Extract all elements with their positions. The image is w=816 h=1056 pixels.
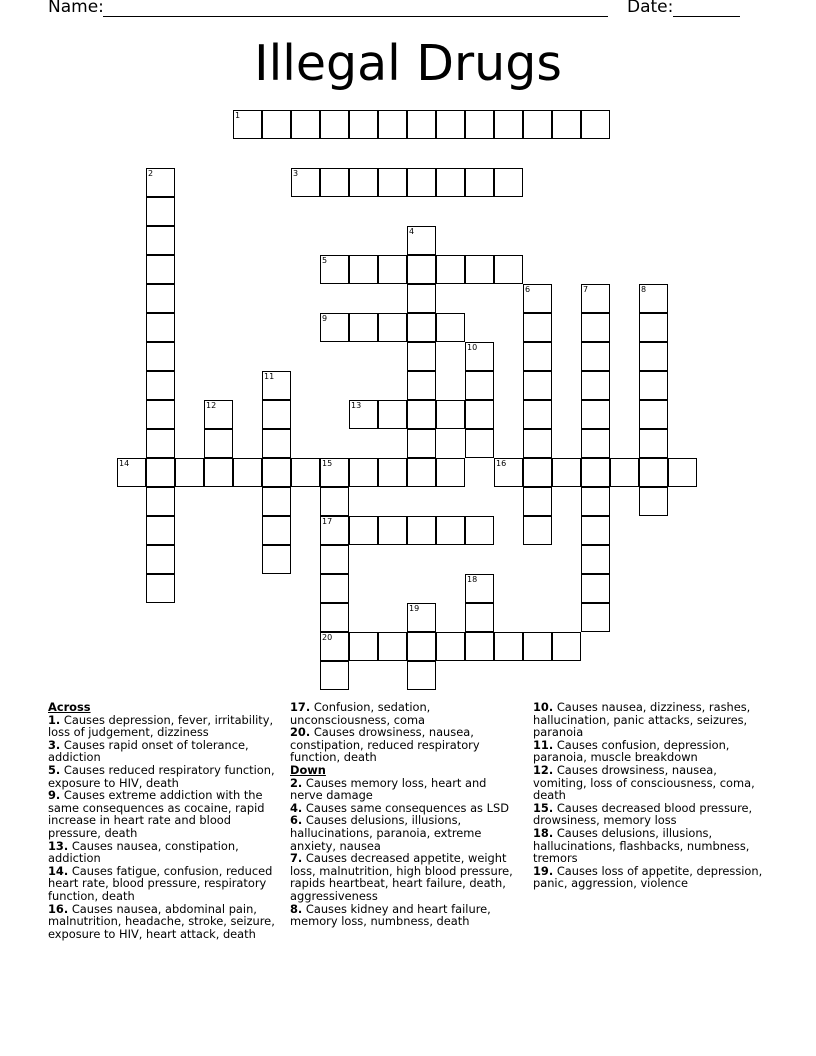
grid-cell[interactable] <box>639 458 668 487</box>
clue-down: 8. Causes kidney and heart failure, memory loss, numbness, death <box>290 901 491 929</box>
clue-number: 15 <box>322 459 333 468</box>
grid-cell[interactable] <box>378 400 407 429</box>
grid-cell[interactable] <box>581 342 610 371</box>
grid-cell[interactable] <box>320 313 349 342</box>
grid-cell[interactable] <box>146 284 175 313</box>
grid-cell[interactable] <box>146 342 175 371</box>
grid-cell[interactable] <box>552 458 581 487</box>
grid-cell[interactable] <box>146 313 175 342</box>
grid-cell[interactable] <box>465 255 494 284</box>
grid-cell[interactable] <box>523 371 552 400</box>
clue-down: 4. Causes same consequences as LSD <box>290 800 509 815</box>
grid-cell[interactable] <box>146 487 175 516</box>
grid-cell[interactable] <box>407 168 436 197</box>
grid-cell[interactable] <box>668 458 697 487</box>
grid-cell[interactable] <box>349 516 378 545</box>
clue-down: 18. Causes delusions, illusions, hallucinations, flashbacks, numbness, tremors <box>533 825 750 866</box>
clue-down: 10. Causes nausea, dizziness, rashes, hallucination, panic attacks, seizures, paranoia <box>533 700 751 740</box>
grid-cell[interactable] <box>581 313 610 342</box>
grid-cell[interactable] <box>349 255 378 284</box>
clue-number: 16 <box>496 459 507 468</box>
clue-column-1 <box>48 701 280 940</box>
grid-cell[interactable] <box>407 226 436 255</box>
grid-cell[interactable] <box>320 255 349 284</box>
grid-cell[interactable] <box>523 342 552 371</box>
grid-cell[interactable] <box>204 429 233 458</box>
grid-cell[interactable] <box>465 429 494 458</box>
grid-cell[interactable] <box>378 168 407 197</box>
clue-number: 20 <box>322 633 333 642</box>
grid-cell[interactable] <box>436 255 465 284</box>
grid-cell[interactable] <box>639 429 668 458</box>
grid-cell[interactable] <box>291 110 320 139</box>
grid-cell[interactable] <box>146 371 175 400</box>
clue-across: 5. Causes reduced respiratory function, exposure to HIV, death <box>48 762 275 790</box>
clue-number: 10 <box>467 343 478 352</box>
clue-column-2 <box>290 701 522 928</box>
clue-down: 19. Causes loss of appetite, depression, panic, aggression, violence <box>533 863 763 891</box>
clue-across: 14. Causes fatigue, confusion, reduced heart rate, blood pressure, respiratory function, death <box>48 863 273 903</box>
grid-cell[interactable] <box>378 516 407 545</box>
grid-cell[interactable] <box>262 458 291 487</box>
grid-cell[interactable] <box>581 429 610 458</box>
grid-cell[interactable] <box>320 574 349 603</box>
grid-cell[interactable] <box>523 284 552 313</box>
grid-cell[interactable] <box>320 110 349 139</box>
grid-cell[interactable] <box>581 574 610 603</box>
grid-cell[interactable] <box>407 661 436 690</box>
across-heading: Across <box>48 700 91 714</box>
grid-cell[interactable] <box>436 313 465 342</box>
grid-cell[interactable] <box>436 632 465 661</box>
clue-number: 3 <box>293 169 299 178</box>
grid-cell[interactable] <box>465 342 494 371</box>
grid-cell[interactable] <box>523 632 552 661</box>
grid-cell[interactable] <box>262 400 291 429</box>
grid-cell[interactable] <box>204 458 233 487</box>
grid-cell[interactable] <box>146 226 175 255</box>
grid-cell[interactable] <box>262 516 291 545</box>
clue-down: 7. Causes decreased appetite, weight loss, malnutrition, high blood pressure, rapids heartbeat, heart failure, death, aggressiveness <box>290 851 513 903</box>
grid-cell[interactable] <box>146 574 175 603</box>
grid-cell[interactable] <box>465 110 494 139</box>
grid-cell[interactable] <box>378 255 407 284</box>
grid-cell[interactable] <box>407 400 436 429</box>
grid-cell[interactable] <box>146 458 175 487</box>
grid-cell[interactable] <box>581 545 610 574</box>
grid-cell[interactable] <box>233 110 262 139</box>
clue-across: 1. Causes depression, fever, irritability, loss of judgement, dizziness <box>48 712 274 740</box>
grid-cell[interactable] <box>436 458 465 487</box>
clue-across: 16. Causes nausea, abdominal pain, malnutrition, headache, stroke, seizure, exposure to HIV, heart attack, death <box>48 901 275 941</box>
grid-cell[interactable] <box>552 110 581 139</box>
grid-cell[interactable] <box>494 632 523 661</box>
grid-cell[interactable] <box>407 313 436 342</box>
clue-number: 8 <box>641 285 647 294</box>
grid-cell[interactable] <box>146 400 175 429</box>
grid-cell[interactable] <box>436 110 465 139</box>
clue-down: 6. Causes delusions, illusions, hallucinations, paranoia, extreme anxiety, nausea <box>290 813 482 853</box>
name-label: Name: <box>48 0 104 17</box>
clue-number: 19 <box>409 604 420 613</box>
clue-across: 13. Causes nausea, constipation, addiction <box>48 838 239 866</box>
grid-cell[interactable] <box>146 545 175 574</box>
grid-cell[interactable] <box>581 487 610 516</box>
grid-cell[interactable] <box>639 342 668 371</box>
grid-cell[interactable] <box>581 603 610 632</box>
grid-cell[interactable] <box>320 168 349 197</box>
grid-cell[interactable] <box>523 487 552 516</box>
grid-cell[interactable] <box>262 429 291 458</box>
grid-cell[interactable] <box>407 632 436 661</box>
grid-cell[interactable] <box>581 400 610 429</box>
clue-number: 6 <box>525 285 531 294</box>
grid-cell[interactable] <box>494 168 523 197</box>
grid-cell[interactable] <box>610 458 639 487</box>
grid-cell[interactable] <box>407 371 436 400</box>
grid-cell[interactable] <box>407 284 436 313</box>
grid-cell[interactable] <box>349 632 378 661</box>
grid-cell[interactable] <box>291 458 320 487</box>
grid-cell[interactable] <box>552 632 581 661</box>
grid-cell[interactable] <box>320 487 349 516</box>
grid-cell[interactable] <box>175 458 204 487</box>
clue-number: 17 <box>322 517 333 526</box>
grid-cell[interactable] <box>291 168 320 197</box>
grid-cell[interactable] <box>320 516 349 545</box>
grid-cell[interactable] <box>378 632 407 661</box>
grid-cell[interactable] <box>465 603 494 632</box>
grid-cell[interactable] <box>523 400 552 429</box>
grid-cell[interactable] <box>494 255 523 284</box>
grid-cell[interactable] <box>639 400 668 429</box>
grid-cell[interactable] <box>146 516 175 545</box>
grid-cell[interactable] <box>639 487 668 516</box>
clue-number: 13 <box>351 401 362 410</box>
puzzle-title: Illegal Drugs <box>254 35 562 92</box>
clue-number: 2 <box>148 169 154 178</box>
grid-cell[interactable] <box>465 632 494 661</box>
grid-cell[interactable] <box>465 516 494 545</box>
grid-cell[interactable] <box>407 458 436 487</box>
grid-cell[interactable] <box>378 110 407 139</box>
grid-cell[interactable] <box>320 603 349 632</box>
clue-across: 20. Causes drowsiness, nausea, constipation, reduced respiratory function, death <box>290 725 480 765</box>
grid-cell[interactable] <box>436 516 465 545</box>
clue-down: 2. Causes memory loss, heart and nerve damage <box>290 775 487 803</box>
clue-number: 12 <box>206 401 217 410</box>
grid-cell[interactable] <box>436 400 465 429</box>
clue-down: 15. Causes decreased blood pressure, drowsiness, memory loss <box>533 800 753 828</box>
grid-cell[interactable] <box>262 110 291 139</box>
grid-cell[interactable] <box>378 458 407 487</box>
grid-cell[interactable] <box>523 110 552 139</box>
grid-cell[interactable] <box>407 603 436 632</box>
clue-number: 5 <box>322 256 328 265</box>
grid-cell[interactable] <box>523 516 552 545</box>
grid-cell[interactable] <box>407 516 436 545</box>
grid-cell[interactable] <box>639 313 668 342</box>
grid-cell[interactable] <box>320 661 349 690</box>
grid-cell[interactable] <box>639 371 668 400</box>
clue-across: 17. Confusion, sedation, unconsciousness, coma <box>290 700 431 727</box>
grid-cell[interactable] <box>494 110 523 139</box>
grid-cell[interactable] <box>465 574 494 603</box>
grid-cell[interactable] <box>262 545 291 574</box>
clue-number: 11 <box>264 372 275 381</box>
down-heading: Down <box>290 762 326 777</box>
grid-cell[interactable] <box>378 313 407 342</box>
clue-number: 1 <box>235 111 241 120</box>
grid-cell[interactable] <box>581 284 610 313</box>
clue-across: 9. Causes extreme addiction with the same consequences as cocaine, rapid increase in heart rate and blood pressure, death <box>48 788 265 840</box>
grid-cell[interactable] <box>349 400 378 429</box>
clue-down: 12. Causes drowsiness, nausea, vomiting, loss of consciousness, coma, death <box>533 762 755 803</box>
grid-cell[interactable] <box>320 545 349 574</box>
grid-cell[interactable] <box>349 168 378 197</box>
grid-cell[interactable] <box>320 458 349 487</box>
grid-cell[interactable] <box>262 487 291 516</box>
grid-cell[interactable] <box>581 458 610 487</box>
grid-cell[interactable] <box>407 110 436 139</box>
grid-cell[interactable] <box>494 458 523 487</box>
clue-number: 18 <box>467 575 478 584</box>
grid-cell[interactable] <box>407 429 436 458</box>
grid-cell[interactable] <box>262 371 291 400</box>
grid-cell[interactable] <box>407 255 436 284</box>
grid-cell[interactable] <box>204 400 233 429</box>
date-label: Date: <box>627 0 674 17</box>
grid-cell[interactable] <box>320 632 349 661</box>
grid-cell[interactable] <box>523 458 552 487</box>
grid-cell[interactable] <box>117 458 146 487</box>
grid-cell[interactable] <box>523 429 552 458</box>
grid-cell[interactable] <box>146 168 175 197</box>
clue-across: 3. Causes rapid onset of tolerance, addiction <box>48 737 249 765</box>
grid-cell[interactable] <box>146 197 175 226</box>
grid-cell[interactable] <box>465 371 494 400</box>
grid-cell[interactable] <box>233 458 262 487</box>
clue-number: 4 <box>409 227 415 236</box>
grid-cell[interactable] <box>581 516 610 545</box>
grid-cell[interactable] <box>465 168 494 197</box>
grid-cell[interactable] <box>581 371 610 400</box>
clue-number: 7 <box>583 285 589 294</box>
clue-number: 14 <box>119 459 130 468</box>
grid-cell[interactable] <box>465 400 494 429</box>
clue-down: 11. Causes confusion, depression, paranoia, muscle breakdown <box>533 737 730 765</box>
clue-number: 9 <box>322 314 328 323</box>
clue-column-3 <box>533 701 773 890</box>
grid-cell[interactable] <box>436 168 465 197</box>
grid-cell[interactable] <box>349 458 378 487</box>
grid-cell[interactable] <box>349 110 378 139</box>
grid-cell[interactable] <box>523 313 552 342</box>
grid-cell[interactable] <box>639 284 668 313</box>
grid-cell[interactable] <box>349 313 378 342</box>
grid-cell[interactable] <box>146 255 175 284</box>
grid-cell[interactable] <box>146 429 175 458</box>
grid-cell[interactable] <box>581 110 610 139</box>
grid-cell[interactable] <box>407 342 436 371</box>
